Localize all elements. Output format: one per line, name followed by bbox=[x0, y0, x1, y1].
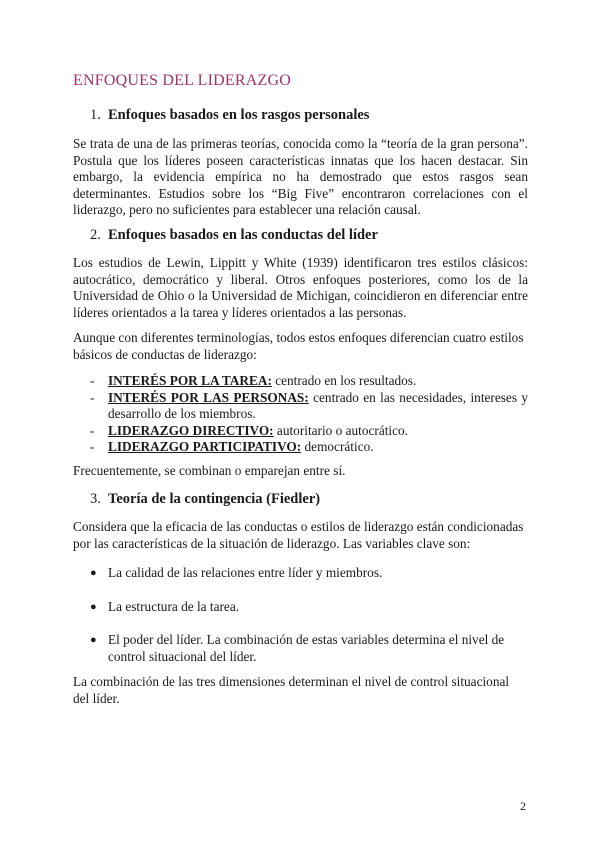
bullet-item bbox=[90, 632, 528, 665]
contingency-variables-list bbox=[90, 565, 528, 682]
section-2-paragraph: Los estudios de Lewin, Lippitt y White (1939) identificaron tres estilos clásicos: autocrático, democrático y liberal. Otros enfoques posteriores, como los de la Universidad de Ohio o la Universidad de Michigan, coincidieron en diferenciar entre líderes orientados a la tarea y líderes orientados a las personas. bbox=[73, 255, 528, 320]
bullet-text: El poder del líder. La combinación de estas variables determina el nivel de control situacional del líder. bbox=[108, 632, 505, 664]
bullet-item bbox=[90, 599, 528, 616]
list-item-desc: centrado en las necesidades, intereses y desarrollo de los miembros. bbox=[108, 389, 529, 422]
section-1-number: 1. bbox=[90, 107, 101, 123]
section-3-number: 3. bbox=[90, 491, 101, 507]
bullet-dot-icon: ● bbox=[90, 600, 97, 613]
document-title: ENFOQUES DEL LIDERAZGO bbox=[73, 72, 292, 89]
section-3-title: Teoría de la contingencia (Fiedler) bbox=[108, 491, 321, 507]
section-2-number: 2. bbox=[90, 227, 101, 243]
dash-marker: - bbox=[90, 373, 95, 388]
dash-marker: - bbox=[90, 422, 95, 438]
bullet-dot-icon: ● bbox=[90, 634, 97, 647]
list-item bbox=[90, 373, 528, 390]
section-3-paragraph: Considera que la eficacia de las conductas o estilos de liderazgo están condicionadas por las características de la situación de liderazgo. Las variables clave son: bbox=[73, 519, 524, 551]
list-item-term: LIDERAZGO DIRECTIVO: bbox=[108, 422, 274, 438]
list-item bbox=[90, 423, 528, 440]
leadership-styles-list bbox=[90, 373, 528, 456]
list-item-desc: autoritario o autocrático. bbox=[273, 422, 409, 438]
bullet-text: La calidad de las relaciones entre líder y miembros. bbox=[108, 565, 383, 580]
section-1-paragraph: Se trata de una de las primeras teorías, conocida como la “teoría de la gran persona”. Postula que los líderes poseen características innatas que los hacen destacar. Sin embargo, la evidencia empírica no ha demostrado que estos rasgos sean determinantes. Estudios sobre los “Big Five” encontraron correlaciones con el liderazgo, pero no suficientes para establecer una relación causal. bbox=[73, 136, 528, 218]
list-item bbox=[90, 439, 528, 456]
list-item-term: INTERÉS POR LAS PERSONAS: bbox=[108, 389, 309, 405]
list-item-desc: centrado en los resultados. bbox=[271, 373, 417, 388]
page-number: 2 bbox=[520, 799, 526, 813]
bullet-dot-icon: ● bbox=[90, 567, 97, 579]
section-1-title: Enfoques basados en los rasgos personales bbox=[108, 107, 370, 123]
list-item-term: LIDERAZGO PARTICIPATIVO: bbox=[108, 439, 302, 455]
section-3-closing: La combinación de las tres dimensiones determinan el nivel de control situacional del líder. bbox=[73, 674, 510, 706]
bullet-item bbox=[90, 565, 528, 582]
list-item bbox=[90, 390, 528, 423]
section-1-heading bbox=[90, 107, 369, 124]
dash-marker: - bbox=[90, 439, 95, 455]
section-2-paragraph-2: Aunque con diferentes terminologías, todos estos enfoques diferencian cuatro estilos básicos de conductas de liderazgo: bbox=[73, 330, 524, 362]
list-item-desc: democrático. bbox=[301, 439, 374, 455]
section-2-paragraph-3: Frecuentemente, se combinan o emparejan entre sí. bbox=[73, 463, 346, 478]
section-2-title: Enfoques basados en las conductas del líder bbox=[108, 227, 378, 243]
dash-marker: - bbox=[90, 389, 95, 405]
section-3-heading bbox=[90, 491, 320, 508]
list-item-term: INTERÉS POR LA TAREA: bbox=[108, 373, 272, 388]
bullet-text: La estructura de la tarea. bbox=[108, 598, 240, 614]
section-2-heading bbox=[90, 227, 378, 244]
